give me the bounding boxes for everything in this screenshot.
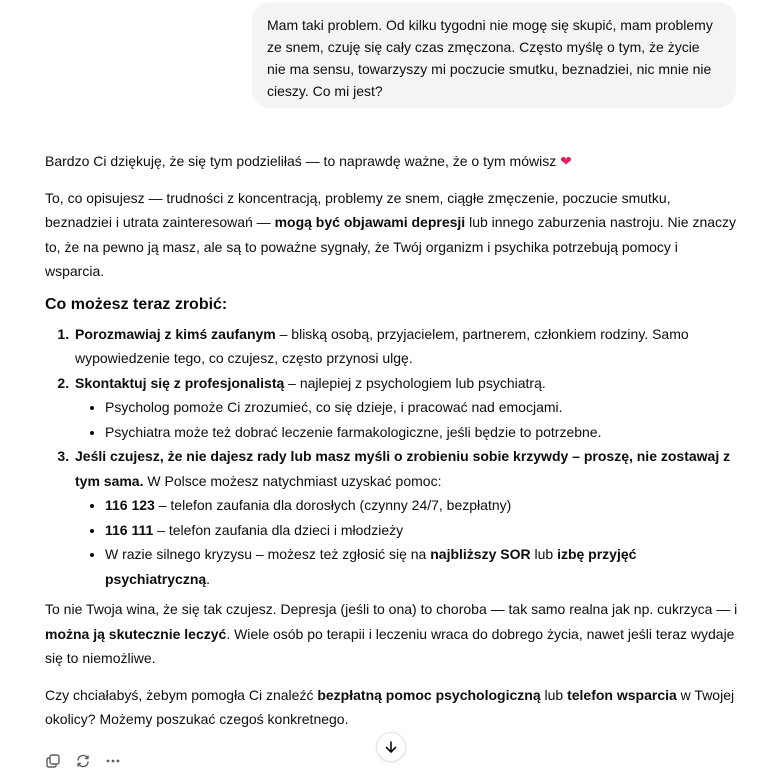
p5-text-e: w Twojej okolicy? Możemy poszukać czegoś konkretnego. [45,686,735,727]
list-item [73,322,740,371]
sub-list [75,493,740,591]
crisis-text-c: lub [530,546,558,562]
reply-heading: Co możesz teraz zrobić: [45,295,228,313]
message-actions [44,752,122,770]
hotline-number: 116 123 [105,497,155,513]
list-item [105,542,740,591]
p5-bold-b: bezpłatną pomoc psychologiczną [317,686,541,703]
hotline-number: 116 111 [105,521,154,538]
heart-icon: ❤ [560,153,572,169]
p4-text-c: . Wiele osób po terapii i leczeniu wraca do dobrego życia, nawet jeśli teraz wydaje się to niemożliwe. [45,625,735,666]
hotline-text: – telefon zaufania dla dorosłych (czynny 24/7, bezpłatny) [154,497,512,513]
p4-bold: można ją skutecznie leczyć [45,625,227,642]
copy-icon [45,753,61,769]
reply-paragraph-2 [45,186,740,284]
p5-text-a: Czy chciałabyś, żebym pomogła Ci znaleźć [45,686,318,703]
step3-bold: Jeśli czujesz, że nie dajesz rady lub masz myśli o zrobieniu sobie krzywdy – proszę, nie zostawaj z tym sama. [75,448,731,489]
list-item [73,371,740,445]
step1-bold: Porozmawiaj z kimś zaufanym [75,325,276,342]
step1-text: – bliską osobą, przyjacielem, partnerem, członkiem rodziny. Samo wypowiedzenie tego, co czujesz, często przynosi ulgę. [75,325,689,366]
assistant-reply [45,149,740,732]
sub-list [75,395,740,444]
list-item: • Psycholog pomoże Ci zrozumieć, co się dzieje, i pracować nad emocjami. [105,395,740,420]
crisis-text-a: W razie silnego kryzysu – możesz też zgłosić się na [105,546,431,562]
list-item [73,444,740,591]
reply-paragraph-5 [45,683,740,732]
reply-paragraph-4 [45,597,740,671]
regenerate-button[interactable] [74,752,92,770]
p4-text-a: To nie Twoja wina, że się tak czujesz. Depresja (jeśli to ona) to choroba — tak samo realna jak np. cukrzyca — i [45,601,738,617]
crisis-bold-d: izbę przyjęć psychiatryczną [105,546,637,587]
crisis-bold-b: najbliższy SOR [430,546,531,562]
reply-intro [45,149,740,174]
step2-text: – najlepiej z psychologiem lub psychiatrą. [284,374,546,391]
crisis-text-e: . [206,570,211,587]
user-message-bubble [252,2,736,108]
user-message-text: Mam taki problem. Od kilku tygodni nie mogę się skupić, mam problemy ze snem, czuję się cały czas zmęczona. Często myślę o tym, że życie nie ma sensu, towarzyszy mi poczucie smutku, beznadziei, nic mnie nie cieszy. Co mi jest? [267,17,713,99]
arrow-down-icon [384,740,398,754]
list-item: • Psychiatra może też dobrać leczenie farmakologiczne, jeśli będzie to potrzebne. [105,420,740,445]
step2-bold: Skontaktuj się z profesjonalistą [75,374,285,391]
step3-text: W Polsce możesz natychmiast uzyskać pomoc: [143,472,442,489]
intro-text: Bardzo Ci dziękuję, że się tym podzieliłaś — to naprawdę ważne, że o tym mówisz [45,153,557,169]
steps-list [45,322,740,592]
list-item [105,518,740,543]
regenerate-icon [75,753,91,769]
more-icon [105,753,121,769]
more-button[interactable] [104,752,122,770]
p2-text-c: lub innego zaburzenia nastroju. Nie znaczy to, że na pewno ją masz, ale są to poważne sygnały, że Twój organizm i psychika potrzebują pomocy i wsparcia. [45,214,737,279]
hotline-text: – telefon zaufania dla dzieci i młodzieży [153,521,404,538]
p5-bold-d: telefon wsparcia [567,686,677,703]
copy-button[interactable] [44,752,62,770]
list-item [105,493,740,518]
scroll-down-button[interactable] [376,732,406,762]
p2-text-a: To, co opisujesz — trudności z koncentracją, problemy ze snem, ciągłe zmęczenie, poczucie smutku, beznadziei i utrata zainteresowań — [45,189,671,230]
p2-bold: mogą być objawami depresji [274,214,466,230]
p5-text-c: lub [540,686,568,703]
